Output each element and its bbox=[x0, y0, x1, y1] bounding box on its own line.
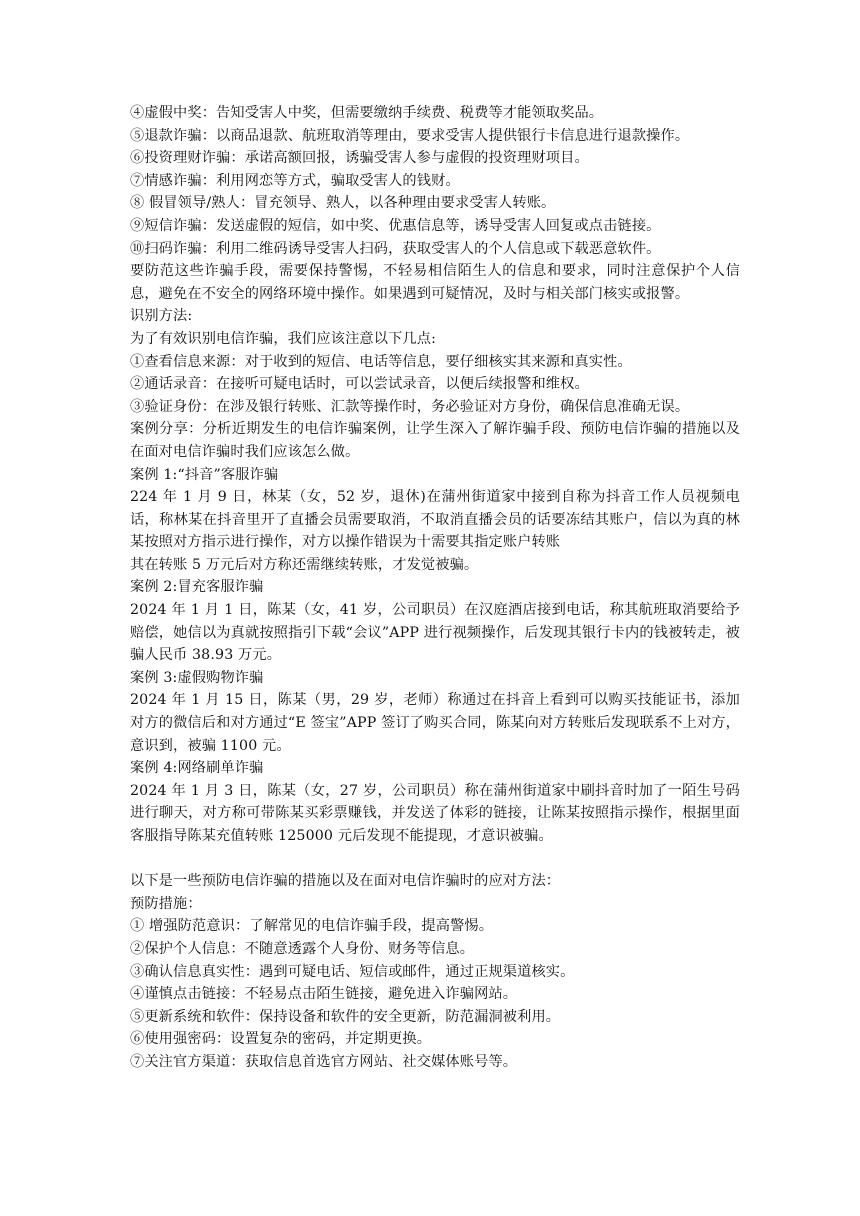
case-body: 2024 年 1 月 1 日，陈某（女，41 岁，公司职员）在汉庭酒店接到电话，称其航班取消要给予赔偿，她信以为真就按照指引下载“会议”APP 进行视频操作，后发现其银行卡内的钱被转走，被骗人民币 38.93 万元。 bbox=[130, 602, 740, 664]
list-item: ⑦情感诈骗：利用网恋等方式，骗取受害人的钱财。 bbox=[130, 172, 460, 189]
list-item: ②保护个人信息：不随意透露个人身份、财务等信息。 bbox=[130, 940, 475, 957]
list-item: ②通话录音：在接听可疑电话时，可以尝试录音，以便后续报警和维权。 bbox=[130, 376, 589, 393]
identify-intro: 为了有效识别电信诈骗，我们应该注意以下几点: bbox=[130, 330, 437, 347]
case-body: 2024 年 1 月 3 日，陈某（女，27 岁，公司职员）称在蒲州街道家中刷抖音时加了一陌生号码进行聊天，对方称可带陈某买彩票赚钱，并发送了体彩的链接，让陈某按照指示操作，根据里面客服指导陈某充值转账 125000 元后发现不能提现，才意识被骗。 bbox=[130, 782, 740, 844]
list-item: ①查看信息来源：对于收到的短信、电话等信息，要仔细核实其来源和真实性。 bbox=[130, 353, 632, 370]
list-item: ③确认信息真实性：遇到可疑电话、短信或邮件，通过正规渠道核实。 bbox=[130, 963, 575, 980]
list-item: ④虚假中奖：告知受害人中奖，但需要缴纳手续费、税费等才能领取奖品。 bbox=[130, 105, 604, 121]
case-title: 案例 4:网络刷单诈骗 bbox=[130, 760, 264, 777]
spacer bbox=[130, 848, 740, 871]
list-item: ④谨慎点击链接：不轻易点击陌生链接，避免进入诈骗网站。 bbox=[130, 986, 518, 1003]
list-item: ⑤更新系统和软件：保持设备和软件的安全更新，防范漏洞被利用。 bbox=[130, 1008, 561, 1025]
list-item: ⑥使用强密码：设置复杂的密码，并定期更换。 bbox=[130, 1031, 432, 1048]
case-title: 案例 3:虚假购物诈骗 bbox=[130, 669, 264, 686]
list-item: ⑩扫码诈骗：利用二维码诱导受害人扫码，获取受害人的个人信息或下载恶意软件。 bbox=[130, 240, 661, 257]
prevention-intro: 以下是一些预防电信诈骗的措施以及在面对电信诈骗时的应对方法： bbox=[130, 873, 561, 890]
list-item: ⑨短信诈骗：发送虚假的短信，如中奖、优惠信息等，诱导受害人回复或点击链接。 bbox=[130, 217, 661, 234]
advice-paragraph: 要防范这些诈骗手段，需要保持警惕，不轻易相信陌生人的信息和要求，同时注意保护个人信息，避免在不安全的网络环境中操作。如果遇到可疑情况，及时与相关部门核实或报警。 bbox=[130, 263, 740, 302]
list-item: ⑥投资理财诈骗：承诺高额回报，诱骗受害人参与虚假的投资理财项目。 bbox=[130, 150, 589, 167]
case-title: 案例 1:“抖音”客服诈骗 bbox=[130, 466, 279, 483]
list-item: ⑧ 假冒领导/熟人：冒充领导、熟人，以各种理由要求受害人转账。 bbox=[130, 195, 556, 212]
case-body: 224 年 1 月 9 日，林某（女，52 岁，退休)在蒲州街道家中接到自称为抖音工作人员视频电话，称林某在抖音里开了直播会员需要取消，不取消直播会员的话要冻结其账户，信以为真的林某按照对方指示进行操作，对方以操作错误为十需要其指定账户转账 bbox=[130, 489, 740, 551]
list-item: ③验证身份：在涉及银行转账、汇款等操作时，务必验证对方身份，确保信息准确无误。 bbox=[130, 398, 690, 415]
list-item: ① 增强防范意识：了解常见的电信诈骗手段，提高警惕。 bbox=[130, 918, 494, 935]
identify-heading: 识别方法: bbox=[130, 308, 193, 325]
prevention-heading: 预防措施： bbox=[130, 895, 202, 912]
case-title: 案例 2:冒充客服诈骗 bbox=[130, 579, 264, 596]
document-page bbox=[130, 102, 740, 1074]
list-item: ⑦关注官方渠道：获取信息首选官方网站、社交媒体账号等。 bbox=[130, 1053, 518, 1070]
case-body: 2024 年 1 月 15 日，陈某（男，29 岁，老师）称通过在抖音上看到可以购买技能证书，添加对方的微信后和对方通过“E 签宝”APP 签订了购买合同，陈某向对方转账后发现联系不上对方，意识到，被骗 1100 元。 bbox=[130, 692, 740, 754]
case-body-tail: 其在转账 5 万元后对方称还需继续转账，才发觉被骗。 bbox=[130, 556, 479, 573]
cases-intro: 案例分享：分析近期发生的电信诈骗案例，让学生深入了解诈骗手段、预防电信诈骗的措施以及在面对电信诈骗时我们应该怎么做。 bbox=[130, 421, 740, 460]
list-item: ⑤退款诈骗：以商品退款、航班取消等理由，要求受害人提供银行卡信息进行退款操作。 bbox=[130, 127, 690, 144]
fraud-types-list bbox=[130, 102, 740, 260]
